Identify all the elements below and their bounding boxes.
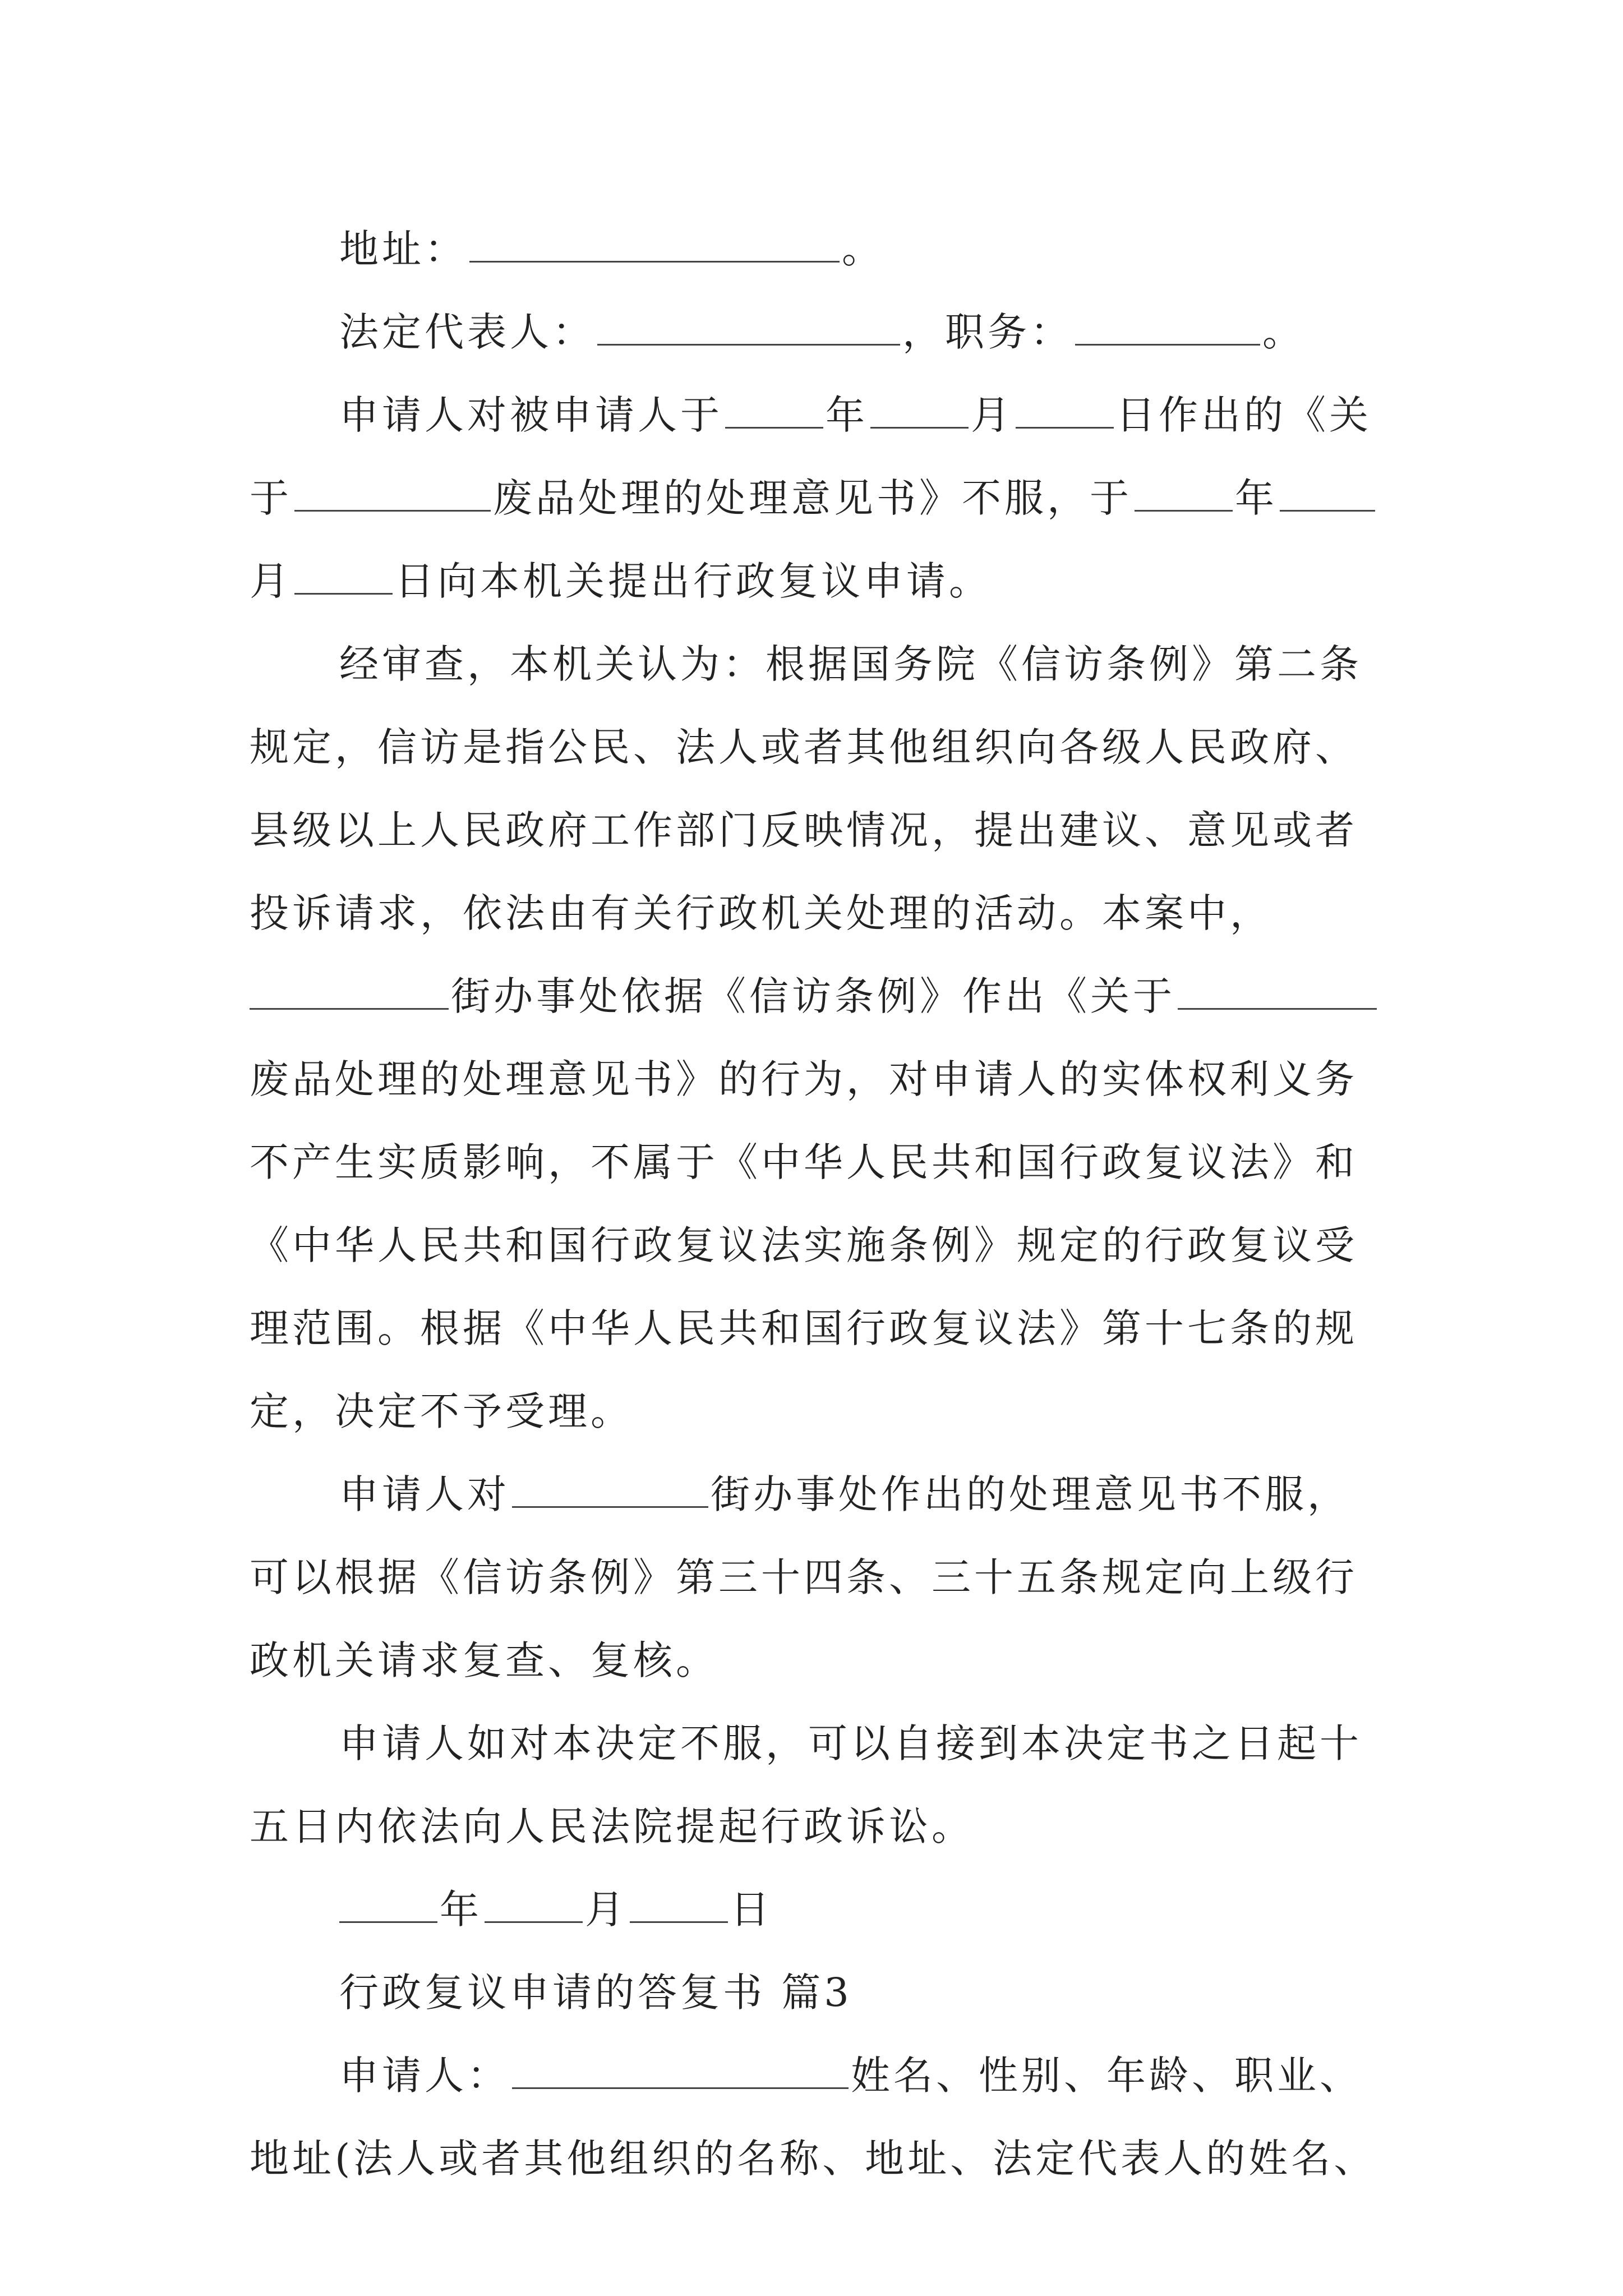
section-heading: 行政复议申请的答复书 篇3 bbox=[339, 1970, 852, 2016]
paragraph-line: 定，决定不予受理。 bbox=[250, 1388, 633, 1434]
day-blank bbox=[630, 1889, 728, 1923]
paragraph-line: 县级以上人民政府工作部门反映情况，提出建议、意见或者 bbox=[250, 807, 1358, 853]
paragraph-line: 投诉请求，依法由有关行政机关处理的活动。本案中， bbox=[250, 890, 1272, 936]
office-blank bbox=[250, 976, 449, 1010]
day-blank bbox=[1016, 394, 1114, 429]
paragraph-line: 政机关请求复查、复核。 bbox=[250, 1637, 718, 1683]
paragraph-line: 不产生实质影响，不属于《中华人民共和国行政复议法》和 bbox=[250, 1139, 1358, 1185]
subject-blank bbox=[294, 477, 491, 512]
month-blank bbox=[1280, 477, 1375, 512]
applicant-blank bbox=[512, 2055, 849, 2089]
paragraph-line: 于 废品处理的处理意见书》不服，于 年 bbox=[250, 457, 1380, 540]
document-body bbox=[250, 208, 1380, 2200]
address-line: 地址： 。 bbox=[339, 226, 884, 272]
paragraph-line: 《中华人民共和国行政复议法实施条例》规定的行政复议受 bbox=[250, 1222, 1358, 1268]
address-blank bbox=[469, 228, 840, 263]
month-blank bbox=[870, 394, 969, 429]
paragraph-line: 申请人对 街办事处作出的处理意见书不服， bbox=[339, 1471, 1350, 1517]
representative-blank bbox=[597, 311, 900, 346]
month-blank bbox=[485, 1889, 583, 1923]
legal-representative-line: 法定代表人： ，职务： 。 bbox=[339, 309, 1305, 355]
paragraph-line: 申请人对被申请人于 年 月 日作出的《关 bbox=[339, 392, 1372, 438]
date-line: 年 月 日 bbox=[250, 1868, 1380, 1951]
paragraph-line: 街办事处依据《信访条例》作出《关于 bbox=[250, 955, 1380, 1038]
paragraph-line: 废品处理的处理意见书》的行为，对申请人的实体权利义务 bbox=[250, 1056, 1358, 1102]
day-blank bbox=[294, 560, 393, 595]
paragraph-line: 规定，信访是指公民、法人或者其他组织向各级人民政府、 bbox=[250, 724, 1358, 770]
paragraph-line: 月 日向本机关提出行政复议申请。 bbox=[250, 558, 992, 604]
year-blank bbox=[1135, 477, 1233, 512]
year-blank bbox=[725, 394, 823, 429]
subject-blank bbox=[1178, 976, 1377, 1010]
year-blank bbox=[339, 1889, 437, 1923]
position-blank bbox=[1075, 311, 1260, 346]
paragraph-line: 可以根据《信访条例》第三十四条、三十五条规定向上级行 bbox=[250, 1554, 1358, 1600]
paragraph-line: 理范围。根据《中华人民共和国行政复议法》第十七条的规 bbox=[250, 1305, 1358, 1351]
paragraph-line: 地址(法人或者其他组织的名称、地址、法定代表人的姓名、 bbox=[250, 2136, 1377, 2182]
paragraph-line: 五日内依法向人民法院提起行政诉讼。 bbox=[250, 1803, 974, 1849]
paragraph-line: 申请人如对本决定不服，可以自接到本决定书之日起十 bbox=[339, 1720, 1362, 1766]
paragraph-line: 经审查，本机关认为：根据国务院《信访条例》第二条 bbox=[339, 641, 1362, 687]
applicant-line: 申请人： 姓名、性别、年龄、职业、 bbox=[339, 2053, 1362, 2099]
office-blank bbox=[512, 1474, 708, 1508]
